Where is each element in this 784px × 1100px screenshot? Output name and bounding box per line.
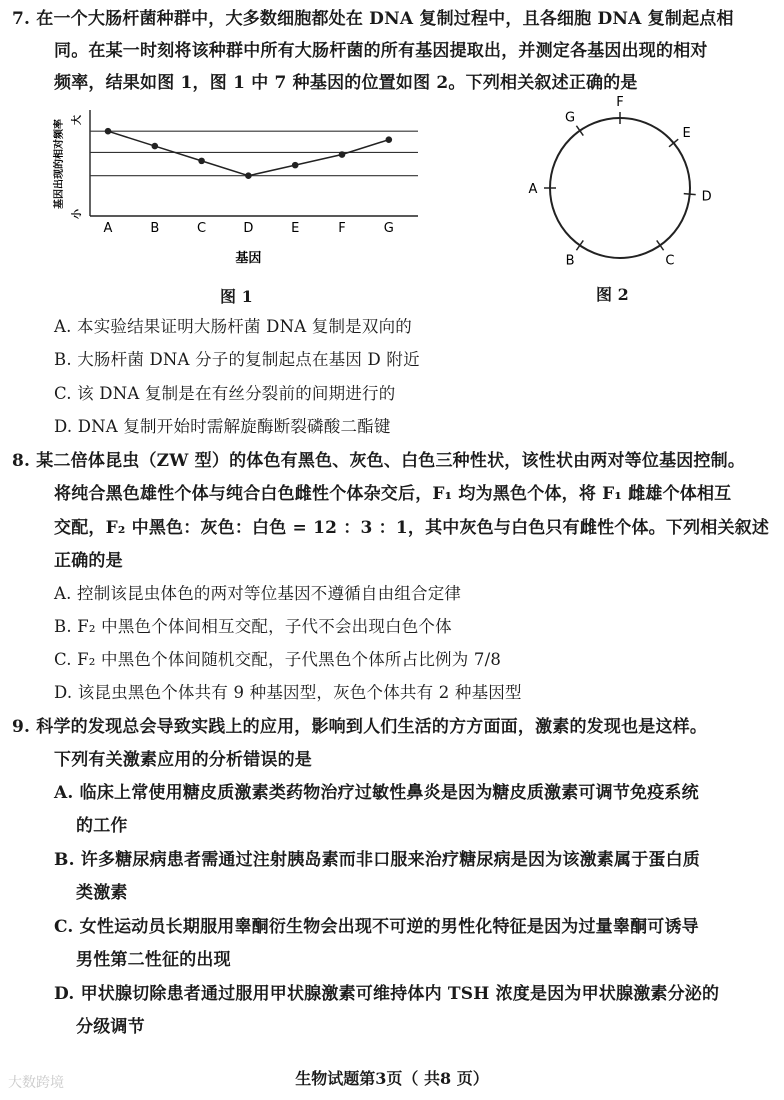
gene-tick-c — [657, 240, 664, 250]
x-tick-label: D — [243, 221, 254, 236]
q9-stem-line-2: 下列有关激素应用的分析错误的是 — [54, 750, 312, 770]
chromosome-circle — [550, 118, 690, 258]
y-tick-bottom: 小 — [72, 209, 83, 219]
q9-option-d-line-2: 分级调节 — [76, 1017, 145, 1037]
x-tick-label: C — [197, 221, 207, 236]
x-tick-label: E — [291, 221, 300, 236]
gene-label-f: F — [616, 95, 624, 110]
q8-option-b: B. F₂ 中黑色个体间相互交配，子代不会出现白色个体 — [54, 617, 452, 636]
q9-option-c-line-2: 男性第二性征的出现 — [76, 950, 231, 970]
q7-stem-line-3: 频率，结果如图 1，图 1 中 7 种基因的位置如图 2。下列相关叙述正确的是 — [54, 73, 638, 93]
gene-label-g: G — [565, 110, 576, 126]
q9-stem-line-1: 9. 科学的发现总会导致实践上的应用，影响到人们生活的方方面面，激素的发现也是这样。 — [12, 717, 708, 737]
q9-option-b-line-1: B. 许多糖尿病患者需通过注射胰岛素而非口服来治疗糖尿病是因为该激素属于蛋白质 — [54, 850, 701, 870]
data-point-b — [152, 143, 159, 150]
q7-option-d: D. DNA 复制开始时需解旋酶断裂磷酸二酯键 — [54, 417, 391, 436]
gene-label-d: D — [701, 189, 712, 205]
gene-tick-b — [576, 240, 583, 250]
x-tick-label: B — [150, 221, 160, 236]
q9-option-a-line-1: A. 临床上常使用糖皮质激素类药物治疗过敏性鼻炎是因为糖皮质激素可调节免疫系统 — [54, 783, 699, 803]
x-tick-label: F — [338, 221, 346, 236]
data-point-e — [292, 162, 299, 169]
q7-stem-line-1: 7. 在一个大肠杆菌种群中，大多数细胞都处在 DNA 复制过程中，且各细胞 DNA 复制起点相 — [12, 9, 734, 29]
q9-option-d-line-1: D. 甲状腺切除患者通过服用甲状腺激素可维持体内 TSH 浓度是因为甲状腺激素分泌的 — [54, 984, 720, 1004]
figure-2-caption: 图 2 — [596, 285, 629, 304]
gene-position-circle-diagram — [510, 95, 712, 278]
q7-option-b: B. 大肠杆菌 DNA 分子的复制起点在基因 D 附近 — [54, 350, 420, 369]
page-footer: 生物试题第3页（ 共8 页） — [295, 1069, 489, 1088]
frequency-series-line — [108, 131, 389, 176]
data-point-d — [245, 172, 252, 179]
y-tick-top: 大 — [72, 115, 83, 125]
gene-tick-g — [576, 126, 583, 136]
gene-label-a: A — [528, 182, 538, 197]
q8-stem-line-4: 正确的是 — [54, 551, 123, 571]
data-point-f — [339, 151, 346, 158]
q8-stem-line-2: 将纯合黑色雄性个体与纯合白色雌性个体杂交后，F₁ 均为黑色个体，将 F₁ 雌雄个体相互 — [54, 484, 732, 504]
data-point-a — [105, 128, 112, 135]
q9-option-a-line-2: 的工作 — [76, 816, 128, 836]
q8-option-d: D. 该昆虫黑色个体共有 9 种基因型，灰色个体共有 2 种基因型 — [54, 683, 522, 702]
gene-frequency-chart — [50, 104, 420, 274]
q8-option-c: C. F₂ 中黑色个体间随机交配，子代黑色个体所占比例为 7/8 — [54, 650, 502, 669]
q8-stem-line-1: 8. 某二倍体昆虫（ZW 型）的体色有黑色、灰色、白色三种性状，该性状由两对等位基因控制。 — [12, 451, 746, 471]
gene-label-b: B — [565, 253, 575, 269]
gene-tick-d — [684, 194, 696, 195]
x-axis-label: 基因 — [235, 251, 262, 266]
watermark-text: 大数跨境 — [8, 1075, 64, 1091]
figure-1-caption: 图 1 — [220, 287, 253, 306]
q9-option-c-line-1: C. 女性运动员长期服用睾酮衍生物会出现不可逆的男性化特征是因为过量睾酮可诱导 — [54, 917, 699, 937]
gene-label-e: E — [682, 126, 691, 142]
q7-option-c: C. 该 DNA 复制是在有丝分裂前的间期进行的 — [54, 384, 396, 403]
q7-stem-line-2: 同。在某一时刻将该种群中所有大肠杆菌的所有基因提取出，并测定各基因出现的相对 — [54, 41, 708, 61]
x-tick-label: G — [383, 221, 394, 236]
y-axis-label: 基因出现的相对频率 — [54, 119, 65, 209]
q9-option-b-line-2: 类激素 — [76, 883, 128, 903]
x-tick-label: A — [103, 221, 113, 236]
q7-option-a: A. 本实验结果证明大肠杆菌 DNA 复制是双向的 — [54, 317, 412, 336]
q8-option-a: A. 控制该昆虫体色的两对等位基因不遵循自由组合定律 — [54, 584, 462, 603]
data-point-g — [386, 136, 393, 143]
q8-stem-line-3: 交配，F₂ 中黑色：灰色：白色 = 12 ：3 ：1，其中灰色与白色只有雌性个体。下列相关叙述 — [54, 518, 770, 538]
gene-label-c: C — [665, 253, 675, 269]
data-point-c — [198, 158, 205, 165]
